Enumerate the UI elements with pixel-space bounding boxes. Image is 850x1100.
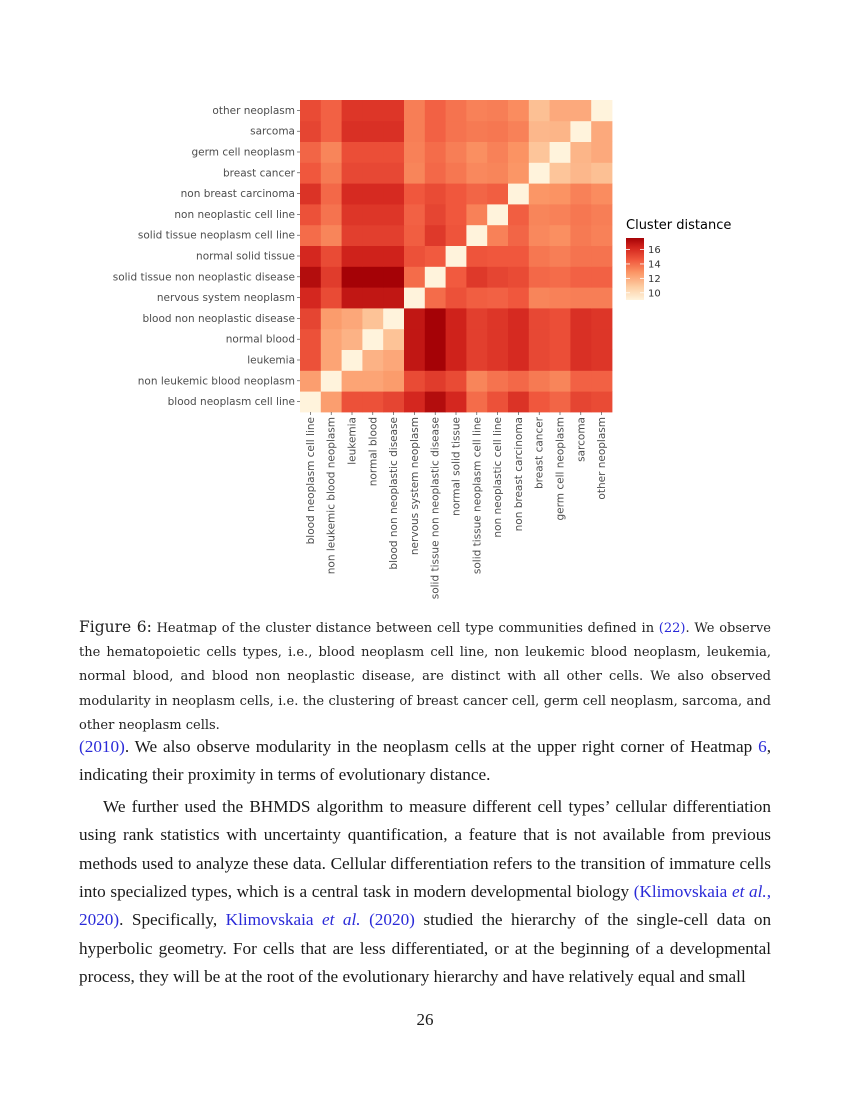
legend-tick-label: 16: [648, 245, 661, 257]
heatmap-cell: [550, 350, 571, 371]
heatmap-cell: [342, 308, 363, 329]
y-tick-label: other neoplasm: [212, 104, 295, 117]
heatmap-cell: [487, 225, 508, 246]
heatmap-cell: [446, 370, 467, 391]
x-tick-label: solid tissue neoplasm cell line: [471, 417, 484, 575]
heatmap-cell: [529, 287, 550, 308]
heatmap-cell: [487, 329, 508, 350]
heatmap-cell: [383, 183, 404, 204]
heatmap-cell: [404, 391, 425, 412]
x-tick-label: sarcoma: [575, 417, 588, 462]
heatmap-cell: [404, 308, 425, 329]
heatmap-cell: [591, 121, 612, 142]
x-axis-labels: [305, 412, 608, 599]
heatmap-cell: [591, 266, 612, 287]
heatmap-cell: [508, 100, 529, 121]
heatmap-cell: [487, 183, 508, 204]
heatmap-cell: [342, 329, 363, 350]
x-tick-label: nervous system neoplasm: [408, 417, 421, 556]
caption-text: Heatmap of the cluster distance between cell type communities defined in: [156, 621, 655, 636]
legend-colorbar: [626, 238, 644, 300]
legend-tick-label: 14: [648, 259, 661, 271]
heatmap-cell: [487, 100, 508, 121]
heatmap-cell: [550, 121, 571, 142]
heatmap-cell: [362, 370, 383, 391]
heatmap-cell: [425, 370, 446, 391]
heatmap-cell: [529, 142, 550, 163]
heatmap-cell: [508, 225, 529, 246]
heatmap-cell: [425, 121, 446, 142]
legend-title: Cluster distance: [626, 218, 732, 233]
heatmap-cell: [487, 121, 508, 142]
x-tick-label: non leukemic blood neoplasm: [325, 417, 338, 575]
heatmap-cell: [342, 246, 363, 267]
heatmap-cell: [508, 329, 529, 350]
x-tick-label: non neoplastic cell line: [492, 417, 505, 538]
paragraph-1-text-end: , indicating their proximity in terms of evolutionary distance.: [79, 737, 772, 785]
heatmap-cell: [383, 142, 404, 163]
heatmap-cell: [321, 266, 342, 287]
heatmap-cell: [466, 100, 487, 121]
heatmap-cell: [487, 246, 508, 267]
heatmap-cell: [321, 329, 342, 350]
heatmap-cell: [383, 308, 404, 329]
heatmap-cell: [321, 100, 342, 121]
heatmap-cell: [383, 246, 404, 267]
y-tick-label: non breast carcinoma: [180, 188, 295, 201]
heatmap-cell: [321, 391, 342, 412]
heatmap-cell: [404, 162, 425, 183]
heatmap-cell: [321, 350, 342, 371]
heatmap-cell: [591, 308, 612, 329]
heatmap-cell: [550, 308, 571, 329]
heatmap-cell: [425, 329, 446, 350]
heatmap-cell: [570, 266, 591, 287]
y-tick-label: solid tissue non neoplastic disease: [112, 271, 295, 284]
heatmap-cell: [466, 308, 487, 329]
heatmap-cell: [529, 391, 550, 412]
heatmap-cell: [550, 246, 571, 267]
paragraph-2-text: We further used the BHMDS algorithm to measure different cell types’ cellular differentiation using rank statistics with uncertainty quantification, a feature that is not available from previous methods used to analyze these data. Cellular differentiation refers to the transition of immature cells into specialized types, which is a central task in modern developmental biology: [79, 796, 771, 902]
heatmap-cell: [446, 204, 467, 225]
heatmap-cell: [425, 204, 446, 225]
heatmap-cell: [321, 142, 342, 163]
paragraph-2: [79, 793, 771, 992]
heatmap-cell: [342, 370, 363, 391]
heatmap-cell: [383, 329, 404, 350]
heatmap-cell: [404, 121, 425, 142]
heatmap-cell: [446, 246, 467, 267]
heatmap-cell: [383, 266, 404, 287]
heatmap-cell: [362, 142, 383, 163]
heatmap-cell: [383, 162, 404, 183]
heatmap-cell: [591, 350, 612, 371]
heatmap-cell: [570, 204, 591, 225]
heatmap-cell: [362, 266, 383, 287]
heatmap-cell: [466, 142, 487, 163]
heatmap-cell: [342, 225, 363, 246]
heatmap-cell: [300, 391, 321, 412]
heatmap-cell: [362, 100, 383, 121]
heatmap-cell: [591, 225, 612, 246]
heatmap-cell: [300, 350, 321, 371]
heatmap-cell: [570, 121, 591, 142]
heatmap-cell: [446, 142, 467, 163]
heatmap-cell: [362, 287, 383, 308]
heatmap-cell: [591, 329, 612, 350]
y-tick-label: normal solid tissue: [196, 250, 295, 263]
heatmap-cell: [404, 246, 425, 267]
y-tick-label: blood non neoplastic disease: [142, 312, 295, 325]
heatmap-cell: [466, 329, 487, 350]
legend-tick-label: 12: [648, 273, 661, 285]
heatmap-cell: [342, 266, 363, 287]
heatmap-cell: [425, 225, 446, 246]
heatmap-cell: [362, 350, 383, 371]
heatmap-cell: [383, 370, 404, 391]
heatmap-cell: [591, 204, 612, 225]
heatmap-cell: [446, 287, 467, 308]
caption-text-rest: . We observe the hematopoietic cells types, i.e., blood neoplasm cell line, non leukemic blood neoplasm, leukemia, normal blood, and blood non neoplastic disease, are distinct with all other cells. We also observed modularity in neoplasm cells, i.e. the clustering of breast cancer cell, germ cell neoplasm, sarcoma, and other neoplasm cells.: [79, 621, 771, 733]
heatmap-cell: [342, 350, 363, 371]
heatmap-cell: [300, 370, 321, 391]
heatmap-cell: [300, 121, 321, 142]
heatmap-cell: [446, 350, 467, 371]
heatmap-cell: [300, 100, 321, 121]
y-tick-label: germ cell neoplasm: [191, 146, 295, 159]
heatmap-cell: [446, 183, 467, 204]
heatmap-cell: [591, 391, 612, 412]
heatmap-cell: [300, 266, 321, 287]
heatmap-cell: [446, 100, 467, 121]
heatmap-cell: [508, 162, 529, 183]
heatmap-cell: [466, 391, 487, 412]
heatmap-cell: [383, 100, 404, 121]
heatmap-cell: [300, 308, 321, 329]
figure-ref-link[interactable]: 6: [758, 737, 767, 756]
heatmap-cell: [342, 162, 363, 183]
heatmap-cell: [466, 162, 487, 183]
y-tick-label: breast cancer: [223, 167, 295, 180]
heatmap-cell: [466, 225, 487, 246]
heatmap-cell: [508, 246, 529, 267]
heatmap-cell: [570, 287, 591, 308]
heatmap-cell: [425, 308, 446, 329]
heatmap-cell: [508, 204, 529, 225]
heatmap-cell: [362, 225, 383, 246]
heatmap-cell: [404, 204, 425, 225]
heatmap-cell: [425, 100, 446, 121]
heatmap-cell: [342, 183, 363, 204]
heatmap-cell: [362, 204, 383, 225]
paragraph-2-text-b: . Specifically,: [119, 910, 218, 930]
legend-tick-label: 10: [648, 288, 661, 300]
heatmap-cell: [300, 183, 321, 204]
y-tick-label: nervous system neoplasm: [156, 292, 295, 305]
heatmap-cell: [529, 329, 550, 350]
heatmap-cells: [300, 100, 612, 412]
page-number: 26: [416, 1010, 434, 1029]
paragraph-1: [79, 733, 771, 790]
heatmap-cell: [487, 142, 508, 163]
heatmap-cell: [300, 246, 321, 267]
heatmap-cell: [529, 183, 550, 204]
y-tick-label: blood neoplasm cell line: [167, 396, 295, 409]
heatmap-cell: [425, 246, 446, 267]
heatmap-cell: [342, 287, 363, 308]
heatmap-cell: [446, 225, 467, 246]
heatmap-cell: [300, 142, 321, 163]
heatmap-cell: [570, 183, 591, 204]
heatmap-cell: [446, 329, 467, 350]
heatmap-cell: [466, 287, 487, 308]
heatmap-cell: [550, 370, 571, 391]
heatmap-cell: [383, 225, 404, 246]
x-tick-label: breast cancer: [533, 417, 546, 489]
heatmap-cell: [321, 287, 342, 308]
heatmap-cell: [529, 308, 550, 329]
heatmap-cell: [362, 329, 383, 350]
heatmap-cell: [570, 350, 591, 371]
heatmap-cell: [529, 100, 550, 121]
heatmap-cell: [591, 370, 612, 391]
heatmap-cell: [446, 162, 467, 183]
figure-caption: [79, 616, 771, 737]
heatmap-cell: [529, 350, 550, 371]
heatmap-cell: [321, 204, 342, 225]
heatmap-cell: [446, 391, 467, 412]
heatmap-cell: [550, 100, 571, 121]
heatmap-cell: [342, 391, 363, 412]
heatmap-cell: [404, 370, 425, 391]
heatmap-cell: [321, 308, 342, 329]
y-tick-label: non leukemic blood neoplasm: [137, 375, 295, 388]
heatmap-cell: [425, 142, 446, 163]
heatmap-cell: [404, 329, 425, 350]
heatmap-cell: [383, 391, 404, 412]
heatmap-cell: [591, 246, 612, 267]
heatmap-cell: [529, 162, 550, 183]
heatmap-cell: [383, 287, 404, 308]
heatmap-cell: [321, 225, 342, 246]
heatmap-cell: [383, 204, 404, 225]
heatmap-cell: [425, 266, 446, 287]
heatmap-cell: [487, 204, 508, 225]
heatmap-cell: [570, 370, 591, 391]
x-tick-label: blood non neoplastic disease: [388, 417, 401, 570]
heatmap-cell: [446, 308, 467, 329]
heatmap-cell: [425, 183, 446, 204]
heatmap-cell: [321, 162, 342, 183]
heatmap-cell: [570, 142, 591, 163]
x-tick-label: solid tissue non neoplastic disease: [429, 417, 442, 600]
heatmap-cell: [362, 183, 383, 204]
heatmap-cell: [466, 183, 487, 204]
heatmap-cell: [404, 225, 425, 246]
citation-1-name: (Klimovskaia: [633, 882, 728, 902]
heatmap-cell: [570, 329, 591, 350]
heatmap-cell: [404, 266, 425, 287]
heatmap-cell: [425, 162, 446, 183]
heatmap-cell: [550, 287, 571, 308]
heatmap-cell: [570, 308, 591, 329]
y-tick-label: sarcoma: [250, 125, 295, 138]
x-tick-label: other neoplasm: [596, 417, 609, 500]
heatmap-cell: [300, 162, 321, 183]
heatmap-cell: [508, 142, 529, 163]
heatmap-cell: [570, 225, 591, 246]
heatmap-cell: [550, 391, 571, 412]
heatmap-cell: [550, 204, 571, 225]
citation-2-etal: et al.: [322, 910, 361, 930]
heatmap-cell: [342, 204, 363, 225]
heatmap-cell: [487, 350, 508, 371]
heatmap-cell: [404, 142, 425, 163]
heatmap-cell: [550, 142, 571, 163]
heatmap-cell: [529, 204, 550, 225]
x-tick-label: non breast carcinoma: [512, 417, 525, 532]
heatmap-cell: [591, 100, 612, 121]
heatmap-cell: [487, 370, 508, 391]
heatmap-cell: [550, 266, 571, 287]
heatmap-cell: [362, 162, 383, 183]
heatmap-cell: [321, 183, 342, 204]
heatmap-cell: [529, 121, 550, 142]
heatmap-cell: [342, 142, 363, 163]
heatmap-cell: [570, 162, 591, 183]
heatmap-cell: [550, 329, 571, 350]
citation-year-link[interactable]: (2010): [79, 737, 125, 756]
heatmap-cell: [425, 391, 446, 412]
heatmap-cell: [342, 121, 363, 142]
y-tick-label: leukemia: [247, 354, 295, 367]
heatmap-cell: [508, 350, 529, 371]
citation-1-year: , 2020): [79, 882, 772, 930]
y-axis-labels: [113, 105, 300, 408]
heatmap-cell: [529, 370, 550, 391]
paragraph-1-text: . We also observe modularity in the neoplasm cells at the upper right corner of Heatmap: [124, 737, 753, 756]
heatmap-cell: [466, 121, 487, 142]
heatmap-cell: [487, 266, 508, 287]
heatmap-cell: [466, 266, 487, 287]
heatmap-cell: [487, 162, 508, 183]
heatmap-cell: [466, 350, 487, 371]
body-text: [79, 733, 771, 992]
citation-2-name: Klimovskaia: [225, 910, 314, 930]
heatmap-cell: [591, 287, 612, 308]
heatmap-cell: [425, 287, 446, 308]
heatmap-cell: [362, 391, 383, 412]
heatmap-cell: [550, 183, 571, 204]
color-legend: [626, 218, 731, 300]
heatmap-cell: [570, 391, 591, 412]
heatmap-cell: [591, 162, 612, 183]
heatmap-cell: [300, 287, 321, 308]
heatmap-cell: [404, 100, 425, 121]
heatmap-cell: [487, 308, 508, 329]
y-tick-label: non neoplastic cell line: [174, 208, 295, 221]
caption-label: Figure 6:: [79, 618, 152, 636]
y-tick-label: normal blood: [225, 333, 295, 346]
citation-2-year: (2020): [369, 910, 415, 930]
citation-1-etal: et al.: [731, 882, 767, 902]
heatmap-cell: [383, 121, 404, 142]
heatmap-cell: [529, 246, 550, 267]
heatmap-cell: [321, 370, 342, 391]
heatmap-cell: [508, 287, 529, 308]
heatmap-cell: [466, 246, 487, 267]
x-tick-label: germ cell neoplasm: [554, 417, 567, 521]
heatmap-cell: [508, 370, 529, 391]
heatmap-cell: [550, 225, 571, 246]
citation-link-2[interactable]: [226, 910, 415, 929]
heatmap-cell: [362, 308, 383, 329]
heatmap-cell: [321, 121, 342, 142]
heatmap-cell: [508, 308, 529, 329]
heatmap-cell: [446, 121, 467, 142]
heatmap-cell: [487, 287, 508, 308]
heatmap-cell: [466, 370, 487, 391]
heatmap-cell: [404, 183, 425, 204]
heatmap-cell: [508, 391, 529, 412]
heatmap-cell: [487, 391, 508, 412]
heatmap-cell: [300, 225, 321, 246]
heatmap-cell: [466, 204, 487, 225]
heatmap-cell: [529, 266, 550, 287]
heatmap-cell: [425, 350, 446, 371]
heatmap-cell: [321, 246, 342, 267]
heatmap-cell: [362, 121, 383, 142]
x-tick-label: leukemia: [346, 417, 359, 465]
heatmap-cell: [404, 287, 425, 308]
heatmap-cell: [342, 100, 363, 121]
heatmap-cell: [300, 204, 321, 225]
heatmap-cell: [300, 329, 321, 350]
heatmap-cell: [383, 350, 404, 371]
y-tick-label: solid tissue neoplasm cell line: [137, 229, 295, 242]
heatmap-cell: [362, 246, 383, 267]
heatmap-cell: [570, 100, 591, 121]
x-tick-label: normal blood: [367, 417, 380, 487]
paragraph-2-text-c: studied the hierarchy of the single-cell data on hyperbolic geometry. For cells that are less differentiated, or at the beginning of a developmental process, they will be at the root of the evolutionary hierarchy and have relatively equal and small: [79, 910, 772, 987]
heatmap-cell: [404, 350, 425, 371]
heatmap-cell: [508, 183, 529, 204]
heatmap-cell: [570, 246, 591, 267]
heatmap-cell: [591, 142, 612, 163]
x-tick-label: blood neoplasm cell line: [304, 417, 317, 545]
caption-ref-link[interactable]: (22): [658, 621, 686, 636]
heatmap-cell: [446, 266, 467, 287]
heatmap-cell: [529, 225, 550, 246]
heatmap-cell: [508, 121, 529, 142]
heatmap-cell: [550, 162, 571, 183]
x-tick-label: normal solid tissue: [450, 417, 463, 516]
heatmap-cell: [591, 183, 612, 204]
heatmap-cell: [508, 266, 529, 287]
